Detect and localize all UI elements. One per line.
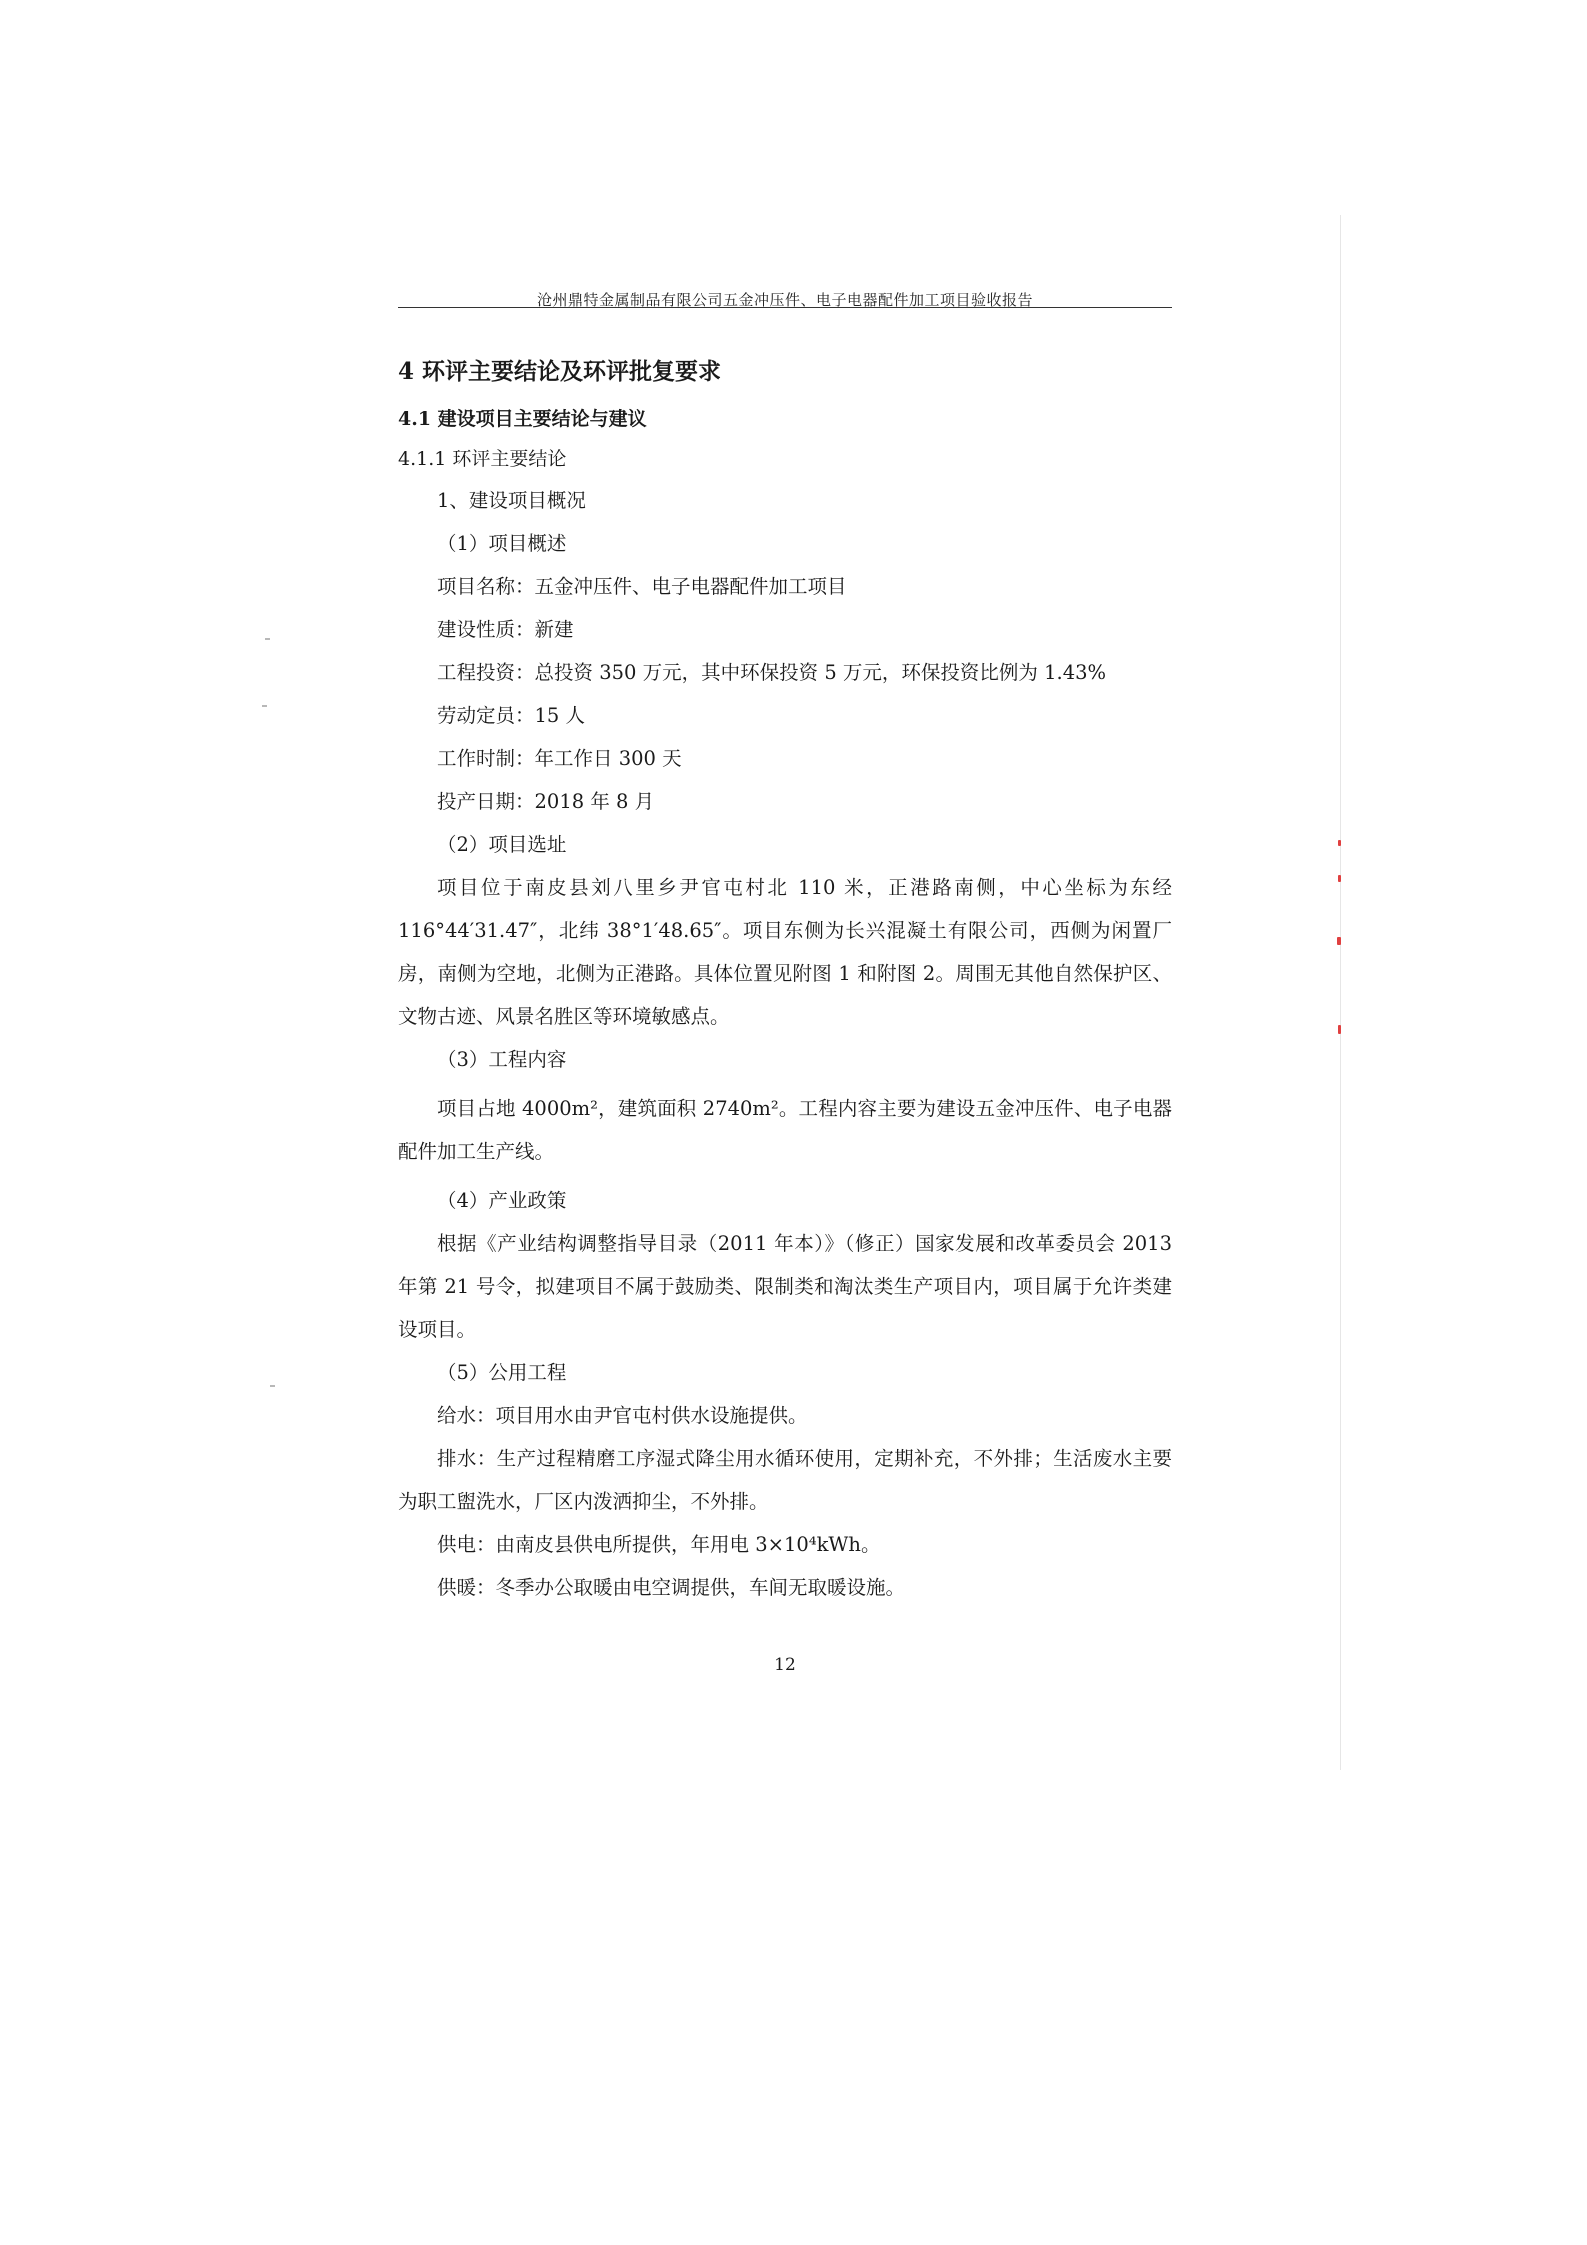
sub-heading-content: （3）工程内容 [437,1048,567,1071]
header-rule [398,307,1172,308]
body-text [398,345,1172,1609]
item-heading: 1、建设项目概况 [437,489,586,512]
drainage-paragraph: 排水：生产过程精磨工序湿式降尘用水循环使用，定期补充，不外排；生活废水主要为职工盥洗水，厂区内泼洒抑尘，不外排。 [398,1447,1172,1513]
scan-edge-line [1340,215,1341,1770]
sub-heading-utilities: （5）公用工程 [437,1361,567,1384]
scan-mark [270,1385,275,1387]
overview-line: 劳动定员：15 人 [437,704,586,727]
sub-heading-overview: （1）项目概述 [437,532,567,555]
overview-line: 投产日期：2018 年 8 月 [437,790,655,813]
site-paragraph: 项目位于南皮县刘八里乡尹官屯村北 110 米，正港路南侧，中心坐标为东经 116°44′31.47″，北纬 38°1′48.65″。项目东侧为长兴混凝土有限公司，西侧为闲置厂房，南侧为空地，北侧为正港路。具体位置见附图 1 和附图 2。周围无其他自然保护区、文物古迹、风景名胜区等环境敏感点。 [398,876,1172,1028]
heating-paragraph: 供暖：冬季办公取暖由电空调提供，车间无取暖设施。 [437,1576,906,1599]
power-paragraph: 供电：由南皮县供电所提供，年用电 3×10⁴kWh。 [437,1533,881,1556]
scan-red-mark [1338,840,1341,846]
overview-line: 工作时制：年工作日 300 天 [437,747,682,770]
scan-red-mark [1337,937,1341,945]
content-paragraph: 项目占地 4000m²，建筑面积 2740m²。工程内容主要为建设五金冲压件、电子电器配件加工生产线。 [398,1097,1172,1163]
running-header: 沧州鼎特金属制品有限公司五金冲压件、电子电器配件加工项目验收报告 [536,291,1033,309]
subsection-heading: 4.1 建设项目主要结论与建议 [398,408,647,430]
overview-line: 建设性质：新建 [437,618,574,641]
scan-mark [265,638,270,640]
page-number: 12 [774,1655,796,1675]
water-supply-paragraph: 给水：项目用水由尹官屯村供水设施提供。 [437,1404,808,1427]
policy-paragraph: 根据《产业结构调整指导目录（2011 年本）》（修正）国家发展和改革委员会 2013 年第 21 号令，拟建项目不属于鼓励类、限制类和淘汰类生产项目内，项目属于允许类建设项目。 [398,1232,1172,1341]
scan-mark [262,705,267,707]
subsubsection-heading: 4.1.1 环评主要结论 [398,448,567,470]
scan-red-mark [1338,1025,1341,1034]
overview-line: 工程投资：总投资 350 万元，其中环保投资 5 万元，环保投资比例为 1.43% [437,661,1107,684]
sub-heading-site: （2）项目选址 [437,833,567,856]
scan-red-mark [1338,875,1341,882]
section-heading: 4 环评主要结论及环评批复要求 [398,358,722,385]
overview-line: 项目名称：五金冲压件、电子电器配件加工项目 [437,575,847,598]
sub-heading-policy: （4）产业政策 [437,1189,567,1212]
